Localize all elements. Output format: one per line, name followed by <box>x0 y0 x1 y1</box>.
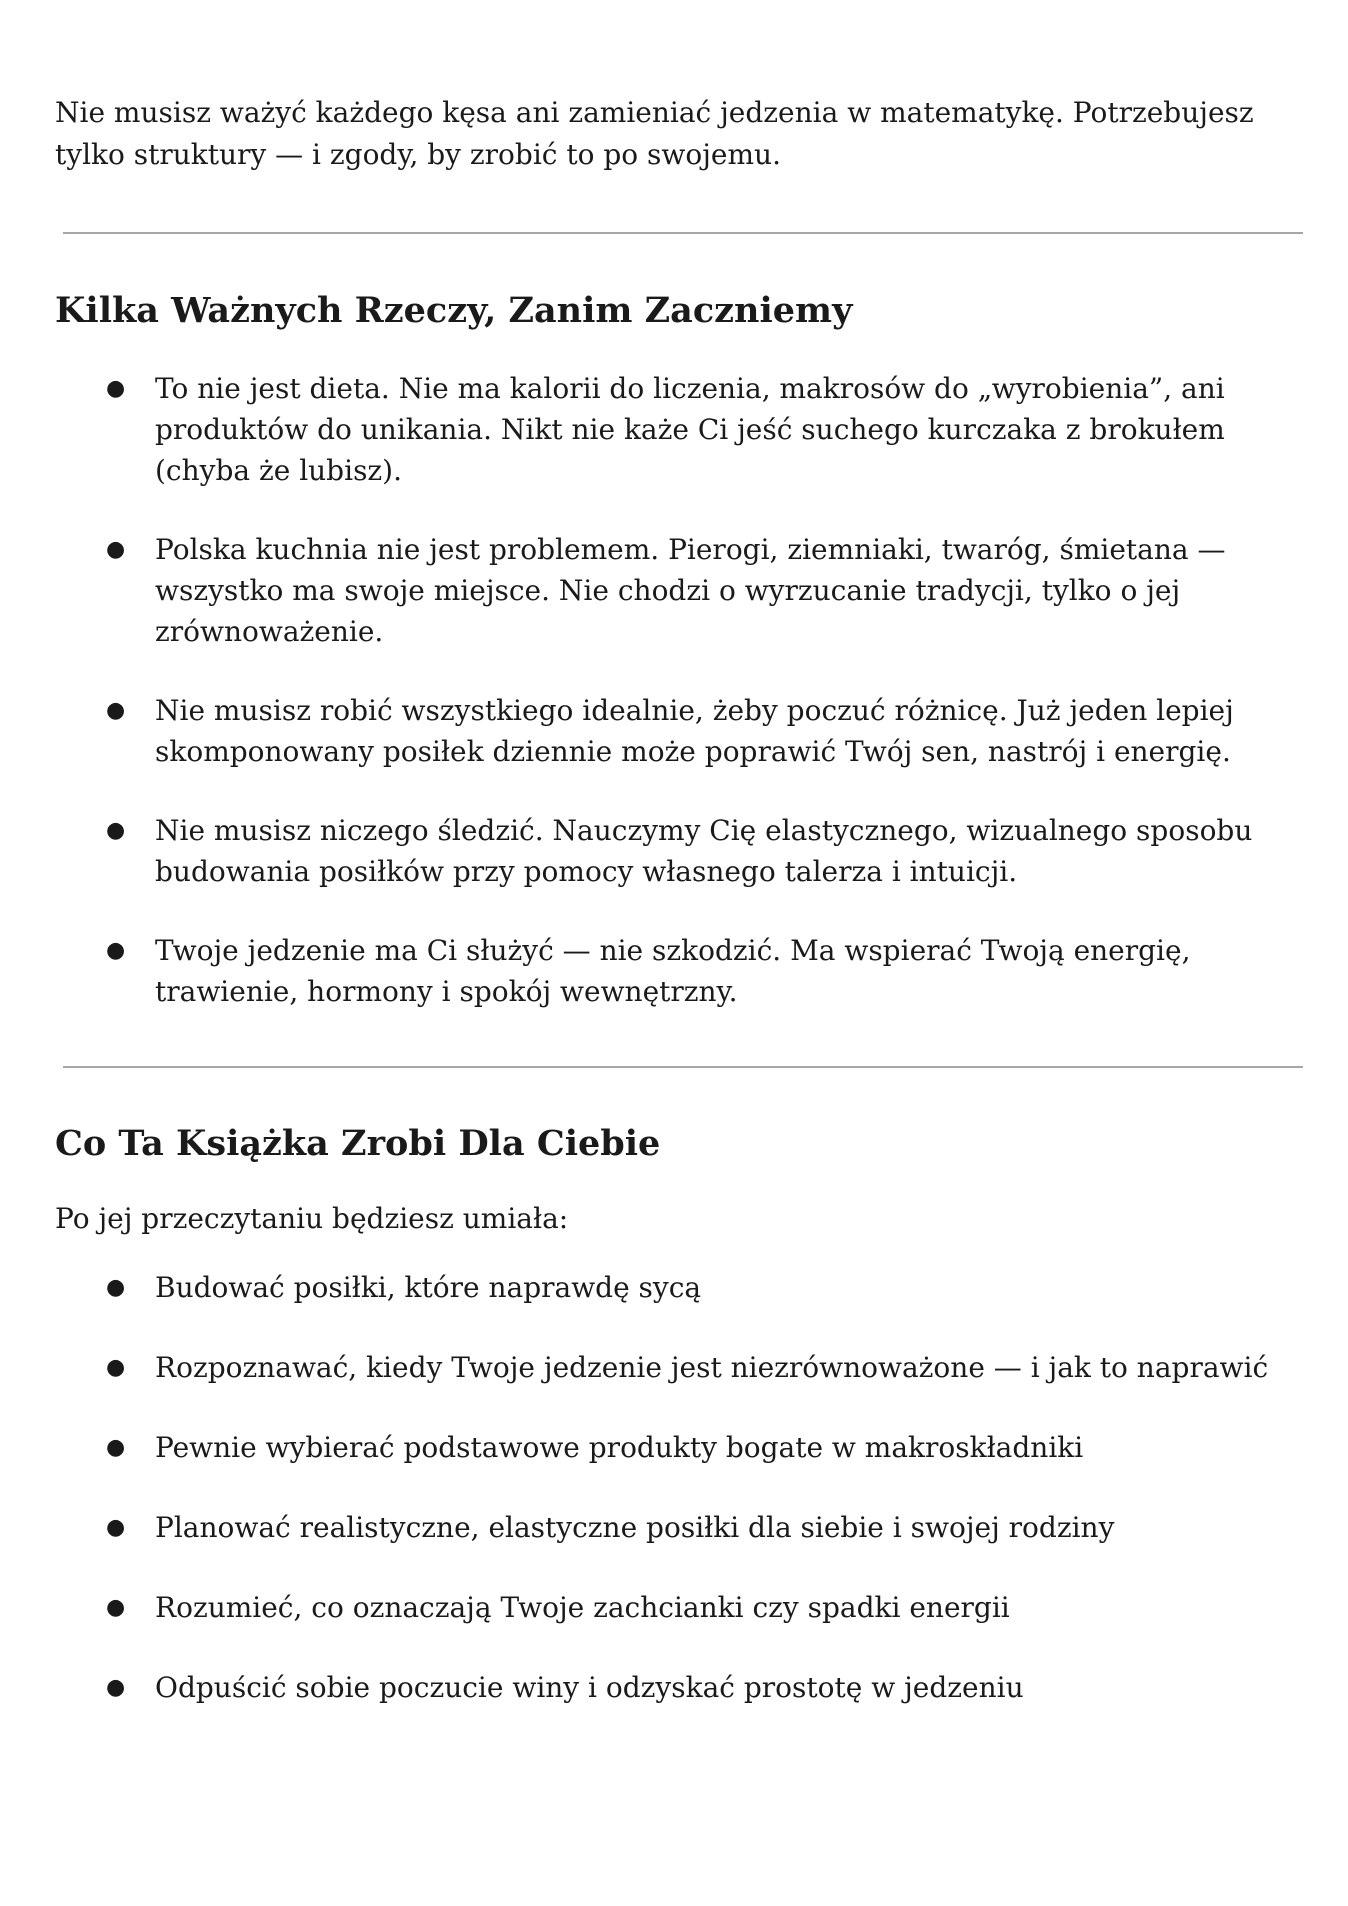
list-item-text: To nie jest dieta. Nie ma kalorii do liczenia, makrosów do „wyrobienia”, ani produktów do unikania. Nikt nie każe Ci jeść suchego kurczaka z brokułem (chyba że lubisz). <box>155 372 1225 487</box>
book-benefits-list <box>55 1267 1295 1747</box>
list-item <box>55 1267 1295 1308</box>
list-item-text: Rozpoznawać, kiedy Twoje jedzenie jest niezrównoważone — i jak to naprawić <box>155 1351 1269 1384</box>
important-things-list <box>55 368 1295 1050</box>
list-item <box>55 529 1295 652</box>
list-item <box>55 368 1295 491</box>
intro-paragraph: Nie musisz ważyć każdego kęsa ani zamieniać jedzenia w matematykę. Potrzebujesz tylko struktury — i zgody, by zrobić to po swojemu. <box>55 96 1254 171</box>
section-heading-book-benefits: Co Ta Książka Zrobi Dla Ciebie <box>55 1123 661 1164</box>
bullet-icon: ● <box>106 1515 126 1540</box>
bullet-icon: ● <box>106 698 126 723</box>
list-item-text: Pewnie wybierać podstawowe produkty bogate w makroskładniki <box>155 1431 1084 1464</box>
list-item <box>55 1507 1295 1548</box>
bullet-icon: ● <box>106 1355 126 1380</box>
bullet-icon: ● <box>106 537 126 562</box>
bullet-icon: ● <box>106 938 126 963</box>
list-item <box>55 1587 1295 1628</box>
list-item <box>55 930 1295 1012</box>
bullet-icon: ● <box>106 1275 126 1300</box>
section-divider <box>63 232 1303 234</box>
list-item-text: Planować realistyczne, elastyczne posiłki dla siebie i swojej rodziny <box>155 1511 1115 1544</box>
list-item-text: Odpuścić sobie poczucie winy i odzyskać prostotę w jedzeniu <box>155 1671 1024 1704</box>
bullet-icon: ● <box>106 1595 126 1620</box>
list-item <box>55 1427 1295 1468</box>
list-item-text: Budować posiłki, które naprawdę sycą <box>155 1271 702 1304</box>
list-item-text: Twoje jedzenie ma Ci służyć — nie szkodzić. Ma wspierać Twoją energię, trawienie, hormony i spokój wewnętrzny. <box>155 934 1191 1008</box>
list-item-text: Rozumieć, co oznaczają Twoje zachcianki czy spadki energii <box>155 1591 1010 1624</box>
list-item <box>55 690 1295 772</box>
list-item <box>55 1347 1295 1388</box>
list-item-text: Nie musisz robić wszystkiego idealnie, żeby poczuć różnicę. Już jeden lepiej skomponowany posiłek dziennie może poprawić Twój sen, nastrój i energię. <box>155 694 1234 768</box>
section-heading-important-things: Kilka Ważnych Rzeczy, Zanim Zaczniemy <box>55 290 853 331</box>
list-item-text: Nie musisz niczego śledzić. Nauczymy Cię elastycznego, wizualnego sposobu budowania posiłków przy pomocy własnego talerza i intuicji. <box>155 814 1253 888</box>
bullet-icon: ● <box>106 818 126 843</box>
bullet-icon: ● <box>106 1435 126 1460</box>
list-item <box>55 810 1295 892</box>
list-item <box>55 1667 1295 1708</box>
section-lead-text: Po jej przeczytaniu będziesz umiała: <box>55 1202 569 1235</box>
list-item-text: Polska kuchnia nie jest problemem. Pierogi, ziemniaki, twaróg, śmietana — wszystko ma swoje miejsce. Nie chodzi o wyrzucanie tradycji, tylko o jej zrównoważenie. <box>155 533 1226 648</box>
bullet-icon: ● <box>106 376 126 401</box>
section-divider <box>63 1066 1303 1068</box>
bullet-icon: ● <box>106 1675 126 1700</box>
